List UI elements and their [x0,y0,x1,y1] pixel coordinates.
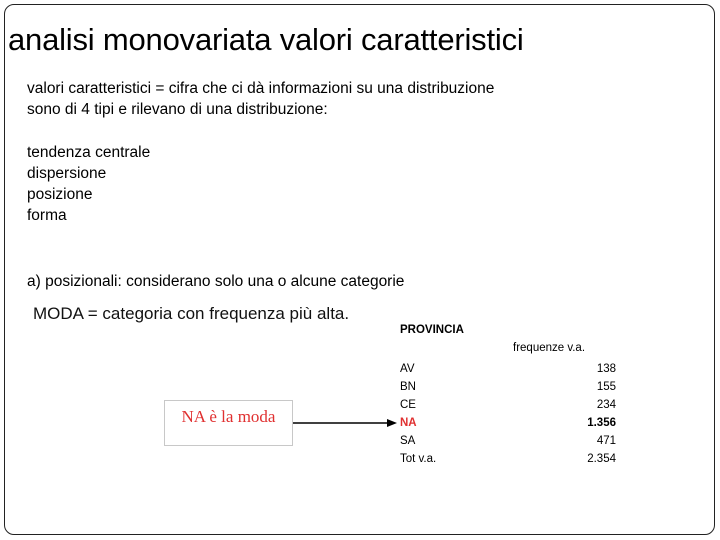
row-category: SA [400,435,416,447]
row-category: Tot v.a. [400,453,437,465]
column-header: frequenze v.a. [513,342,586,354]
list-item: dispersione [27,165,107,182]
moda-definition: MODA = categoria con frequenza più alta. [33,304,350,323]
positional-text: a) posizionali: considerano solo una o alcune categorie [27,273,405,290]
row-value: 155 [596,381,616,393]
list-item: posizione [27,186,93,203]
row-category: NA [400,417,417,429]
table-title: PROVINCIA [400,324,464,336]
moda-callout-text: NA è la moda [181,407,276,426]
row-value: 138 [596,363,616,375]
list-item: tendenza centrale [27,144,151,161]
row-category: AV [400,363,415,375]
row-category: CE [400,399,416,411]
intro-line-1: valori caratteristici = cifra che ci dà informazioni su una distribuzione [27,80,495,97]
intro-line-2: sono di 4 tipi e rilevano di una distribuzione: [27,101,328,118]
row-value: 1.356 [587,417,616,429]
row-value: 2.354 [587,453,616,465]
row-value: 234 [596,399,616,411]
row-value: 471 [596,435,616,447]
row-category: BN [400,381,416,393]
list-item: forma [27,207,67,224]
slide-title: analisi monovariata valori caratteristici [8,22,524,57]
